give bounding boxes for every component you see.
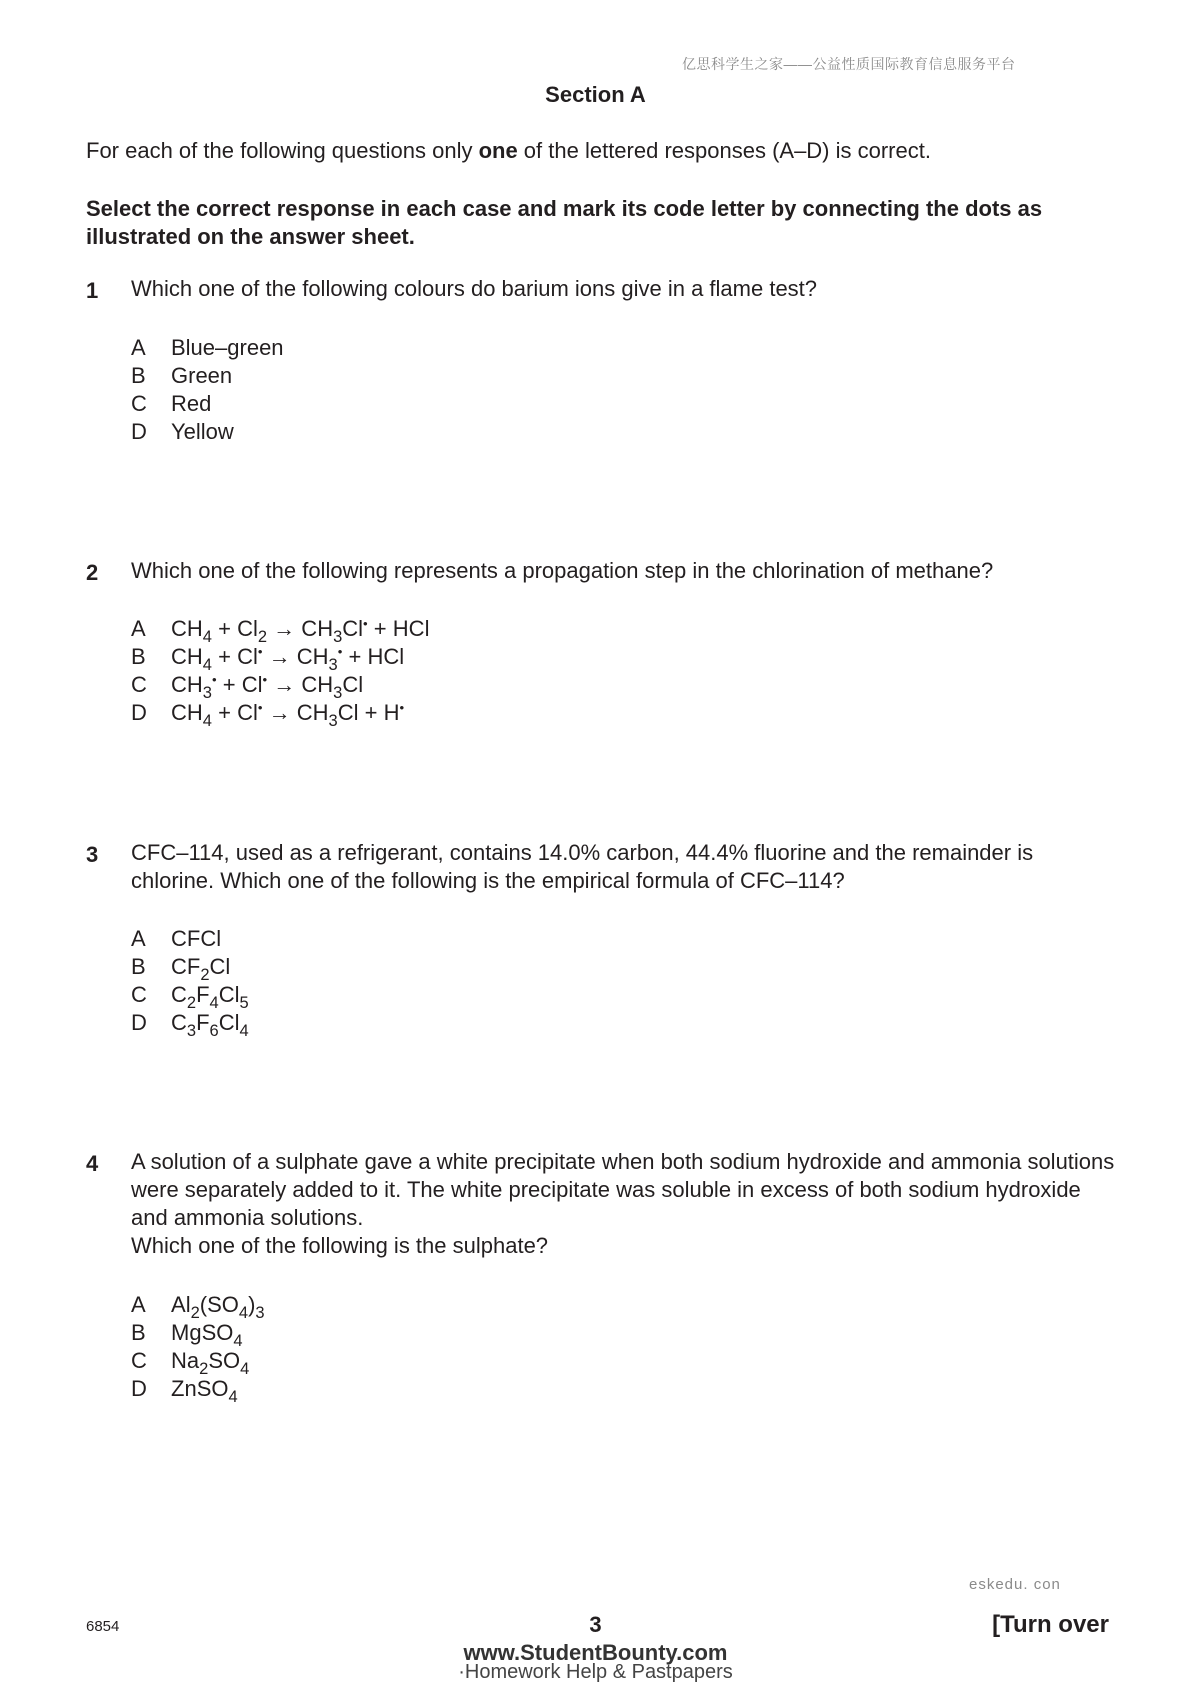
formula-text: MgSO$_4$ — [171, 1320, 243, 1350]
studentbounty-url: www.StudentBounty.com — [463, 1640, 728, 1665]
question-4-text: A solution of a sulphate gave a white precipitate when both sodium hydroxide and ammonia solutions were separately added to it. The white precipitate was soluble in excess of both sodium hydroxide and ammonia solutions. Which one of the following is the sulphate? — [131, 1149, 1115, 1258]
question-3-text: CFC–114, used as a refrigerant, contains 14.0% carbon, 44.4% fluorine and the remainder is chlorine. Which one of the following is the empirical formula of CFC–114? — [131, 840, 1034, 893]
question-1-text: Which one of the following colours do barium ions give in a flame test? — [131, 276, 818, 301]
formula-text: $C_2F_4Cl_5$ — [171, 982, 249, 1012]
formula-text: $C_3F_6Cl_4$ — [171, 1010, 249, 1040]
formula-text: CFCl — [171, 926, 222, 951]
instruction-text: Select the correct response in each case and mark its code letter by connecting the dots as illustrated on the answer sheet. — [86, 196, 1043, 249]
intro-text: For each of the following questions only one of the lettered responses (A–D) is correct. — [86, 138, 931, 163]
question-4-number: 4 — [86, 1151, 99, 1176]
formula-text: $CH_4 + Cl^• \to CH_3Cl + H^•$ — [171, 700, 405, 730]
paper-code: 6854 — [86, 1618, 120, 1635]
question-2-number: 2 — [86, 560, 99, 585]
eskedu-watermark: eskedu. con — [969, 1576, 1061, 1593]
formula-text: ZnSO$_4$ — [171, 1376, 238, 1406]
question-3-number: 3 — [86, 842, 99, 867]
formula-text: $CH_4 + Cl^• \to CH_3^•$ + HCl — [171, 644, 405, 674]
formula-text: $CH_3^• + Cl^• \to CH_3Cl$ — [171, 672, 364, 702]
studentbounty-tagline: ·Homework Help & Pastpapers — [458, 1661, 733, 1683]
formula-text: $CF_2Cl$ — [171, 954, 231, 984]
question-1-number: 1 — [86, 278, 99, 303]
formula-text: $Na_2SO_4$ — [171, 1348, 250, 1378]
formula-text: $Al_2(SO_4)_3$ — [171, 1292, 265, 1322]
section-title: Section A — [545, 82, 646, 107]
formula-text: $CH_4 + Cl_2 \to CH_3Cl^•$ + HCl — [171, 616, 430, 646]
turn-over-label: [Turn over — [992, 1611, 1109, 1638]
watermark-text: 亿思科学生之家——公益性质国际教育信息服务平台 — [682, 56, 1016, 72]
page-number: 3 — [589, 1612, 602, 1637]
question-2-text: Which one of the following represents a propagation step in the chlorination of methane? — [131, 558, 994, 583]
